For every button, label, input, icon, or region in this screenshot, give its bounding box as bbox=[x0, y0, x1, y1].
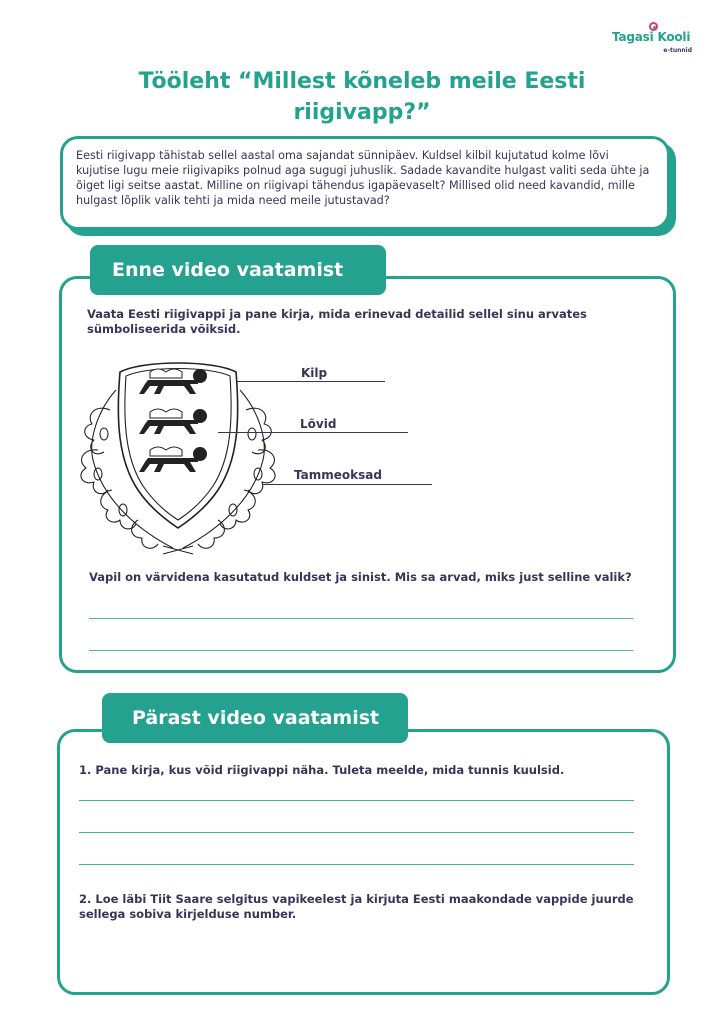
intro-text: Eesti riigivapp tähistab sellel aastal oma sajandat sünnipäev. Kuldsel kilbil kujutatud kolme lõvi kujutise lugu meie riigivapiks polnud aga sugugi juhuslik. Sadade kavandite hulgast valiti seda ühte ja õiget ligi seitse aastat. Milline on riigivapi tähendus igapäevaselt? Millised olid need kavandid, mille hulgast lõplik valik tehti ja mida need meile jutustavad? bbox=[76, 149, 650, 207]
logo-subtitle: e-tunnid bbox=[663, 47, 692, 54]
section2-question-2: 2. Loe läbi Tiit Saare selgitus vapikeelest ja kirjuta Eesti maakondade vappide juurde sellega sobiva kirjelduse number. bbox=[79, 892, 634, 921]
label-kilp-line bbox=[236, 381, 385, 382]
label-lovid-line bbox=[218, 432, 408, 433]
label-tammeoksad: Tammeoksad bbox=[294, 468, 382, 482]
section-before-video-heading: Enne video vaatamist bbox=[90, 245, 386, 295]
answer-line[interactable] bbox=[79, 864, 634, 865]
label-kilp: Kilp bbox=[301, 366, 328, 380]
logo-name: Tagasi Kooli bbox=[612, 30, 691, 44]
answer-line[interactable] bbox=[79, 800, 634, 801]
page-title: Tööleht “Millest kõneleb meile Eesti riigivapp?” bbox=[138, 69, 586, 125]
label-lovid: Lõvid bbox=[300, 417, 337, 431]
answer-line[interactable] bbox=[79, 832, 634, 833]
answer-line[interactable] bbox=[89, 618, 633, 619]
tagasi-kooli-logo bbox=[612, 22, 702, 62]
section-after-video-heading: Pärast video vaatamist bbox=[102, 693, 408, 743]
section2-question-1: 1. Pane kirja, kus võid riigivappi näha. Tuleta meelde, mida tunnis kuulsid. bbox=[79, 763, 565, 777]
label-tammeoksad-line bbox=[262, 484, 432, 485]
section1-instruction: Vaata Eesti riigivappi ja pane kirja, mida erinevad detailid sellel sinu arvates sümboliseerida võiksid. bbox=[87, 307, 587, 336]
answer-line[interactable] bbox=[89, 650, 633, 651]
section1-question: Vapil on värvidena kasutatud kuldset ja sinist. Mis sa arvad, miks just selline valik? bbox=[89, 570, 632, 584]
